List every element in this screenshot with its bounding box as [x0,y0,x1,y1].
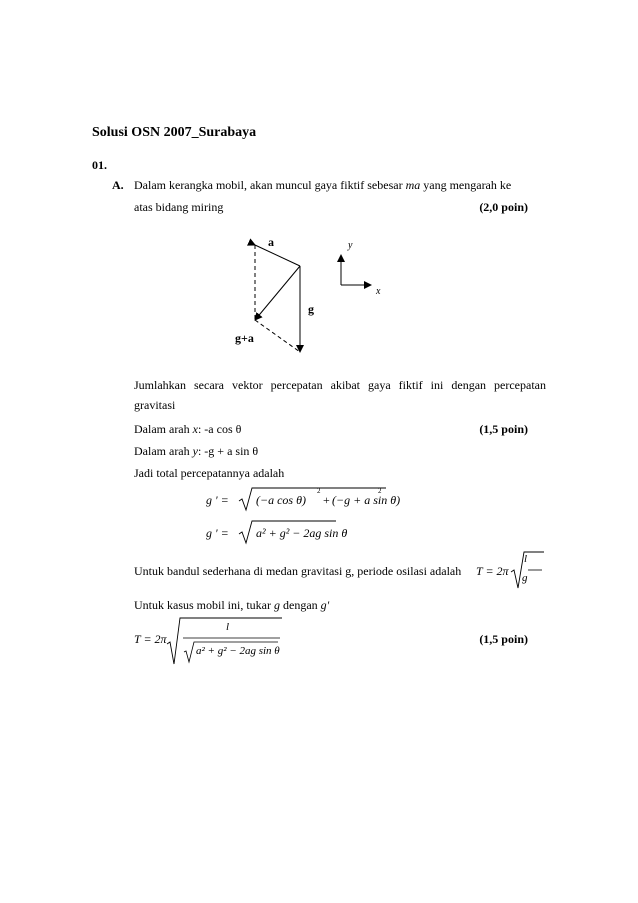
part-a-line1-end: yang mengarah ke [420,178,512,192]
pendulum-numerator: l [524,553,528,565]
dashed-bottom-line [255,320,300,352]
car-case-g: g [274,598,280,612]
car-case-gp: g' [320,598,330,612]
part-a-label: A. [112,178,124,192]
label-vector-g-plus-a: g+a [235,331,254,345]
vector-a-arrow [255,245,300,266]
pendulum-denominator: g [522,572,528,584]
sum-line1: Jumlahkan secara vektor percepatan akibat gaya fiktif ini dengan percepatan [134,378,546,392]
part-a-line2: atas bidang miring [134,200,224,214]
dir-y-prefix: Dalam arah [134,444,193,458]
pendulum-T-lhs: T = 2π [476,564,509,578]
eq1-plus: + [323,493,330,507]
part-a-line1-var: ma [405,178,421,192]
eq1-term2: (−g + a sin θ) [332,493,401,507]
page-title: Solusi OSN 2007_Surabaya [92,125,257,140]
label-vector-a: a [268,235,274,249]
final-denominator: a² + g² − 2ag sin θ [196,645,280,657]
car-case-mid: dengan [280,598,321,612]
dir-x-var: x [192,422,198,436]
final-radical [166,616,284,666]
dir-y-expr: : -g + a sin θ [197,444,259,458]
eq2-body: a² + g² − 2ag sin θ [256,526,348,540]
points-part-a: (2,0 poin) [479,200,528,214]
label-axis-x: x [376,286,381,297]
dir-y-var: y [192,444,198,458]
pendulum-text: Untuk bandul sederhana di medan gravitasi g, periode osilasi adalah [134,564,462,578]
dir-x-expr: : -a cos θ [197,422,242,436]
points-final: (1,5 poin) [479,632,528,646]
car-case-line [134,598,329,613]
eq1-lhs: g ' = [206,493,229,507]
sum-line2: gravitasi [134,398,176,412]
eq2-lhs: g ' = [206,526,229,540]
direction-x-line [134,422,241,437]
points-dir-x: (1,5 poin) [479,422,528,436]
eq1-term1: (−a cos θ) [256,493,306,507]
direction-y-line [134,444,258,459]
car-case-prefix: Untuk kasus mobil ini, tukar [134,598,274,612]
total-acceleration-text: Jadi total percepatannya adalah [134,466,285,480]
part-a-line1 [134,178,511,193]
label-vector-g: g [308,302,314,316]
label-axis-y: y [348,240,353,251]
eq1-exp1: 2 [317,487,321,495]
problem-number: 01. [92,158,107,172]
dir-x-prefix: Dalam arah [134,422,193,436]
final-T-lhs: T = 2π [134,632,167,646]
vector-g-plus-a-arrow [255,266,300,320]
part-a-line1-text: Dalam kerangka mobil, akan muncul gaya fiktif sebesar [134,178,406,192]
final-numerator: l [226,621,230,633]
pendulum-radical [510,550,546,590]
eq1-exp2: 2 [378,487,382,495]
